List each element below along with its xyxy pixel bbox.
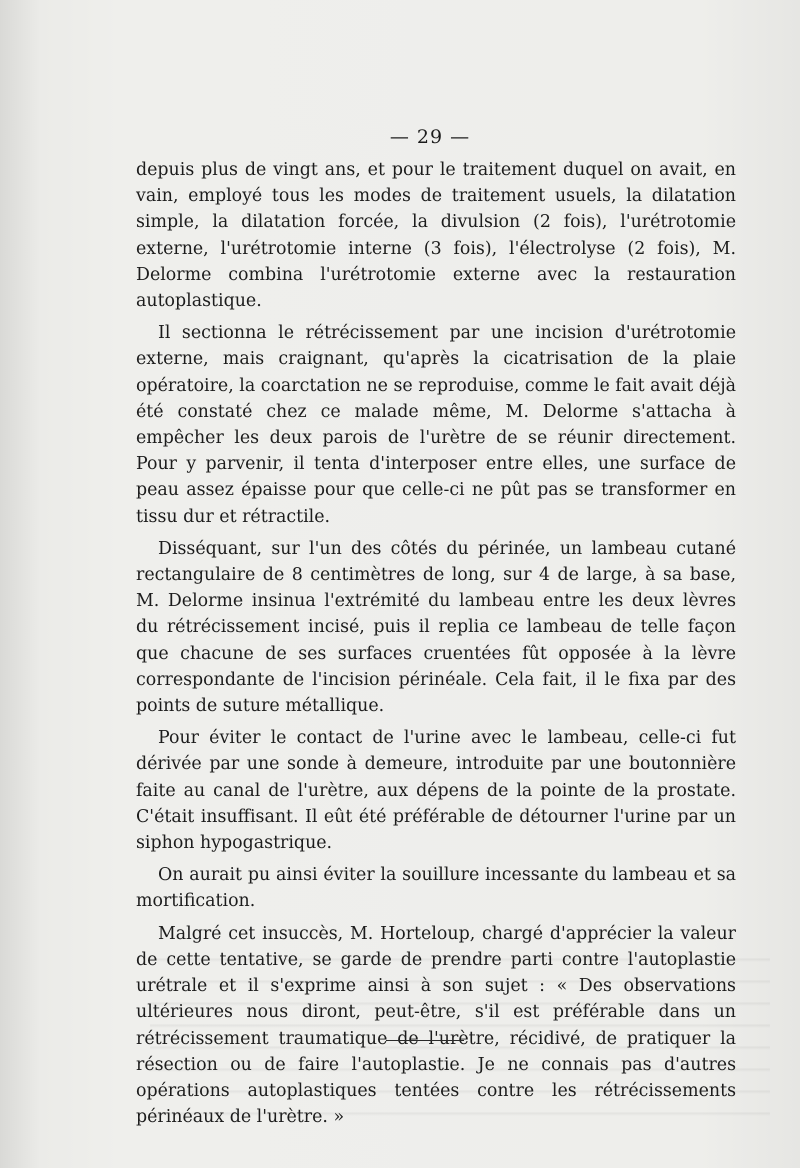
page-number: — 29 — [389,126,471,148]
paragraph-2: Il sectionna le rétrécissement par une incision d'urétrotomie externe, mais craignant, qu'après la cicatrisation de la plaie opératoire, la coarctation ne se reproduise, comme le fait avait déjà été constaté chez ce malade même, M. Delorme s'attacha à empêcher les deux parois de l'urètre de se réunir directement. Pour y parvenir, il tenta d'interposer entre elles, une surface de peau assez épaisse pour que celle-ci ne pût pas se transformer en tissu dur et rétractile. [136,323,737,527]
paragraph-1: depuis plus de vingt ans, et pour le traitement duquel on avait, en vain, employé tous les modes de traitement usuels, la dilatation simple, la dilatation forcée, la divulsion (2 fois), l'urétrotomie externe, l'urétrotomie interne (3 fois), l'électrolyse (2 fois), M. Delorme combina l'urétrotomie externe avec la restauration autoplastique. [136,160,736,312]
paragraph-3: Disséquant, sur l'un des côtés du périnée, un lambeau cutané rectangulaire de 8 centimètres de long, sur 4 de large, à sa base, M. Delorme insinua l'extrémité du lambeau entre les deux lèvres du rétrécissement incisé, puis il replia ce lambeau de telle façon que chacune de ses surfaces cruentées fût opposée à la lèvre correspondante de l'incision périnéale. Cela fait, il le fixa par des points de suture métallique. [136,538,736,717]
paragraph-5: On aurait pu ainsi éviter la souillure incessante du lambeau et sa mortification. [136,865,736,912]
paragraph-4: Pour éviter le contact de l'urine avec le lambeau, celle-ci fut dérivée par une sonde à demeure, introduite par une boutonnière faite au canal de l'urètre, aux dépens de la pointe de la prostate. C'était insuffisant. Il eût été préférable de détourner l'urine par un siphon hypogastrique. [136,728,736,854]
footnote-rule [386,1040,464,1041]
paragraph-6: Malgré cet insuccès, M. Horteloup, chargé d'apprécier la valeur de cette tentative, se garde de prendre parti contre l'autoplastie urétrale et il s'exprime ainsi à son sujet : « Des observations ultérieures nous diront, peut-être, s'il est préférable dans un rétrécissement traumatique de l'urètre, récidivé, de pratiquer la résection ou de faire l'autoplastie. Je ne connais pas d'autres opérations autoplastiques tentées contre les rétrécissements périnéaux de l'urètre. » [136,923,736,1128]
body-text [136,157,736,1130]
